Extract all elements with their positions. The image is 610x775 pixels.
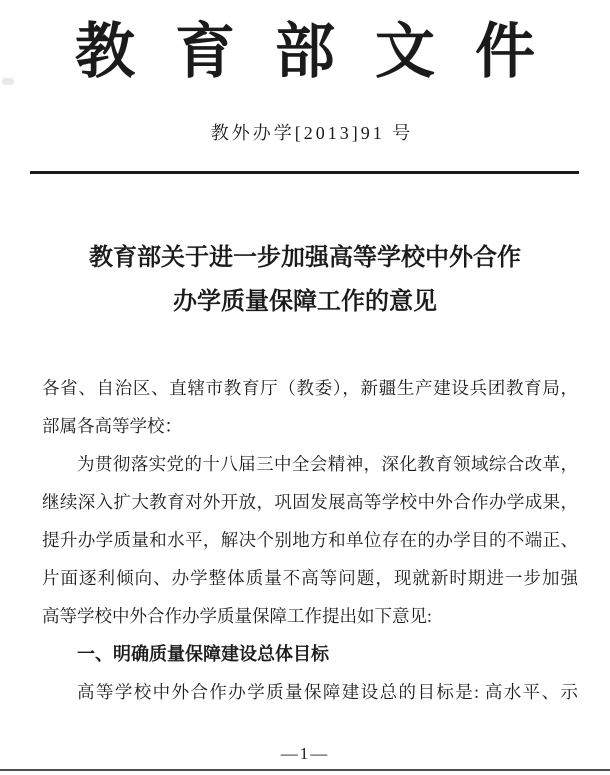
body-line-section-text: 高等学校中外合作办学质量保障建设总的目标是: 高水平、示 — [77, 682, 578, 702]
document-title-line-1: 教育部关于进一步加强高等学校中外合作 — [89, 245, 521, 271]
body-line-paragraph-5: 高等学校中外合作办学质量保障工作提出如下意见: — [42, 606, 432, 626]
scan-edge-line — [0, 769, 610, 771]
body-line-recipients-1: 各省、自治区、直辖市教育厅（教委），新疆生产建设兵团教育局， — [42, 378, 578, 398]
header-divider-rule — [30, 171, 579, 174]
body-line-paragraph-1: 为贯彻落实党的十八届三中全会精神，深化教育领域综合改革， — [77, 454, 578, 474]
document-body — [42, 369, 578, 711]
body-line-paragraph-3: 提升办学质量和水平，解决个别地方和单位存在的办学目的不端正、 — [42, 530, 578, 550]
body-line-paragraph-4: 片面逐利倾向、办学整体质量不高等问题，现就新时期进一步加强 — [42, 568, 578, 588]
section-heading-1: 一、明确质量保障建设总体目标 — [77, 644, 329, 664]
document-title-line-2: 办学质量保障工作的意见 — [173, 289, 437, 315]
body-line-paragraph-2: 继续深入扩大教育对外开放，巩固发展高等学校中外合作办学成果， — [42, 492, 578, 512]
page-number: —1— — [280, 744, 330, 763]
document-reference-number: 教外办学[2013]91 号 — [210, 123, 414, 143]
agency-header-title: 教育部文件 — [75, 19, 575, 85]
body-line-recipients-2: 部属各高等学校： — [42, 416, 182, 436]
document-title — [0, 236, 610, 324]
